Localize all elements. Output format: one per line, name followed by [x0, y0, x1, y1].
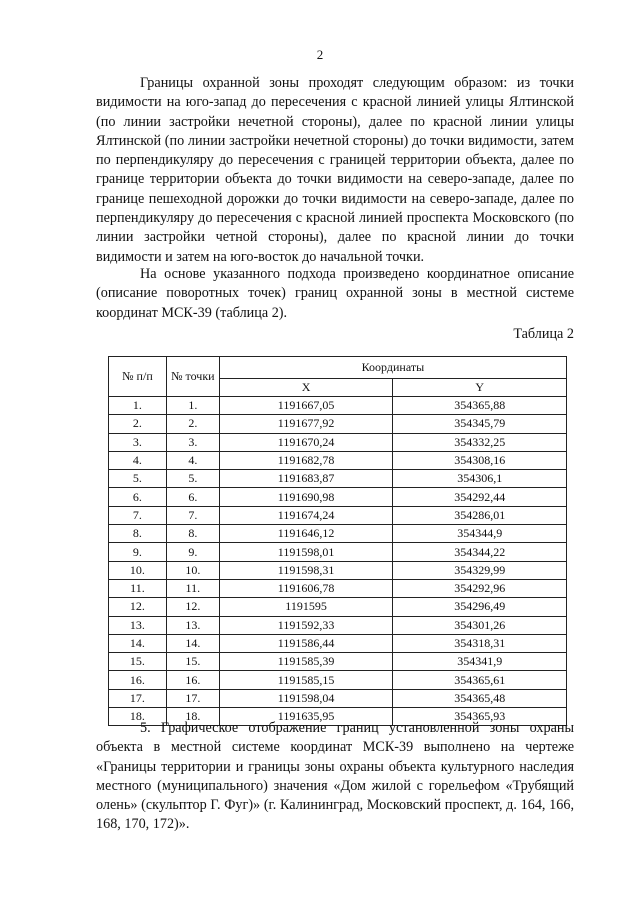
cell-num: 3.	[109, 433, 167, 451]
table-row	[109, 561, 567, 579]
cell-x: 1191585,39	[219, 653, 393, 671]
page-number: 2	[316, 47, 324, 62]
cell-point: 1.	[166, 397, 219, 415]
cell-x: 1191585,15	[219, 671, 393, 689]
table-row	[109, 653, 567, 671]
cell-num: 7.	[109, 506, 167, 524]
cell-point: 9.	[166, 543, 219, 561]
cell-num: 2.	[109, 415, 167, 433]
header-x: X	[219, 379, 393, 397]
table-row	[109, 397, 567, 415]
cell-point: 8.	[166, 525, 219, 543]
header-coordinates: Координаты	[219, 357, 566, 379]
cell-y: 354318,31	[393, 634, 567, 652]
cell-y: 354344,22	[393, 543, 567, 561]
table-row	[109, 579, 567, 597]
cell-point: 10.	[166, 561, 219, 579]
cell-y: 354296,49	[393, 598, 567, 616]
cell-point: 7.	[166, 506, 219, 524]
cell-x: 1191598,01	[219, 543, 393, 561]
cell-num: 8.	[109, 525, 167, 543]
cell-point: 4.	[166, 451, 219, 469]
coordinates-table	[108, 356, 567, 726]
cell-num: 11.	[109, 579, 167, 597]
cell-point: 2.	[166, 415, 219, 433]
cell-point: 15.	[166, 653, 219, 671]
header-num: № п/п	[109, 357, 167, 397]
cell-y: 354292,96	[393, 579, 567, 597]
cell-num: 1.	[109, 397, 167, 415]
table-row	[109, 689, 567, 707]
cell-x: 1191682,78	[219, 451, 393, 469]
table-row	[109, 634, 567, 652]
cell-point: 17.	[166, 689, 219, 707]
table-row	[109, 543, 567, 561]
cell-point: 6.	[166, 488, 219, 506]
cell-x: 1191598,04	[219, 689, 393, 707]
cell-num: 10.	[109, 561, 167, 579]
cell-num: 4.	[109, 451, 167, 469]
cell-x: 1191674,24	[219, 506, 393, 524]
table-row	[109, 451, 567, 469]
cell-x: 1191606,78	[219, 579, 393, 597]
cell-y: 354306,1	[393, 470, 567, 488]
cell-point: 12.	[166, 598, 219, 616]
cell-y: 354341,9	[393, 653, 567, 671]
header-point: № точки	[166, 357, 219, 397]
cell-x: 1191598,31	[219, 561, 393, 579]
table-row	[109, 415, 567, 433]
header-y: Y	[393, 379, 567, 397]
cell-point: 18.	[166, 708, 219, 726]
cell-num: 18.	[109, 708, 167, 726]
cell-y: 354308,16	[393, 451, 567, 469]
cell-x: 1191690,98	[219, 488, 393, 506]
cell-x: 1191683,87	[219, 470, 393, 488]
cell-x: 1191586,44	[219, 634, 393, 652]
cell-point: 14.	[166, 634, 219, 652]
cell-x: 1191635,95	[219, 708, 393, 726]
paragraph-graphic-display: 5. Графическое отображение границ установленной зоны охраны объекта в местной системе координат МСК-39 выполнено на чертеже «Границы территории и границы зоны охраны объекта культурного наследия местного (муниципального) значения «Дом жилой с горельефом «Трубящий олень» (скульптор Г. Фуг)» (г. Калининград, Московский проспект, д. 164, 166, 168, 170, 172)».	[96, 720, 574, 833]
table-caption: Таблица 2	[513, 326, 574, 342]
cell-num: 13.	[109, 616, 167, 634]
cell-x: 1191667,05	[219, 397, 393, 415]
cell-y: 354301,26	[393, 616, 567, 634]
cell-num: 14.	[109, 634, 167, 652]
table-row	[109, 488, 567, 506]
table-row	[109, 470, 567, 488]
cell-point: 16.	[166, 671, 219, 689]
cell-y: 354332,25	[393, 433, 567, 451]
cell-y: 354365,61	[393, 671, 567, 689]
cell-y: 354365,48	[393, 689, 567, 707]
cell-point: 11.	[166, 579, 219, 597]
cell-y: 354365,88	[393, 397, 567, 415]
cell-x: 1191677,92	[219, 415, 393, 433]
paragraph-coordinate-intro: На основе указанного подхода произведено координатное описание (описание поворотных точек) границ охранной зоны в местной системе координат МСК-39 (таблица 2).	[96, 266, 574, 321]
table-row	[109, 433, 567, 451]
table-row	[109, 506, 567, 524]
cell-num: 12.	[109, 598, 167, 616]
table-row	[109, 525, 567, 543]
table-row	[109, 598, 567, 616]
cell-y: 354365,93	[393, 708, 567, 726]
cell-x: 1191595	[219, 598, 393, 616]
cell-num: 15.	[109, 653, 167, 671]
cell-num: 6.	[109, 488, 167, 506]
cell-point: 13.	[166, 616, 219, 634]
cell-y: 354345,79	[393, 415, 567, 433]
cell-y: 354292,44	[393, 488, 567, 506]
cell-num: 17.	[109, 689, 167, 707]
cell-point: 3.	[166, 433, 219, 451]
table-row	[109, 616, 567, 634]
cell-num: 5.	[109, 470, 167, 488]
cell-x: 1191670,24	[219, 433, 393, 451]
cell-num: 9.	[109, 543, 167, 561]
cell-x: 1191646,12	[219, 525, 393, 543]
paragraph-boundary-description: Границы охранной зоны проходят следующим образом: из точки видимости на юго-запад до пересечения с красной линией улицы Ялтинской (по линии застройки нечетной стороны), далее по красной линии улицы Ялтинской (по линии застройки нечетной стороны) до точки видимости, затем по перпендикуляру до пересечения с границей территории объекта, далее по границе территории объекта до точки видимости на северо-западе, далее по границе пешеходной дорожки до точки видимости на северо-западе, далее по перпендикуляру до пересечения с красной линией проспекта Московского (по линии застройки четной стороны), далее по красной линии до точки видимости и затем на юго-восток до начальной точки.	[96, 75, 574, 265]
cell-y: 354329,99	[393, 561, 567, 579]
cell-x: 1191592,33	[219, 616, 393, 634]
cell-point: 5.	[166, 470, 219, 488]
cell-y: 354344,9	[393, 525, 567, 543]
cell-num: 16.	[109, 671, 167, 689]
table-body	[109, 397, 567, 726]
cell-y: 354286,01	[393, 506, 567, 524]
table-row	[109, 671, 567, 689]
